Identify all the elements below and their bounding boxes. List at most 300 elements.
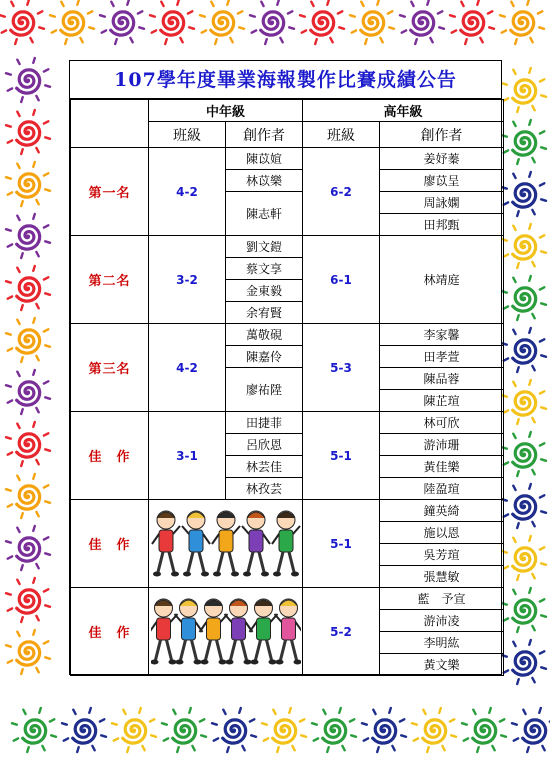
sun-ray-icon	[45, 657, 50, 659]
sun-ray-icon	[327, 0, 329, 5]
sun-ray-icon	[177, 0, 179, 5]
sun-ray-icon	[17, 60, 19, 64]
dancing-kids-illustration	[151, 502, 301, 586]
sun-ray-icon	[0, 15, 5, 17]
sun-ray-icon	[15, 39, 17, 44]
spiral-icon	[513, 132, 536, 155]
sun-ray-icon	[261, 2, 263, 6]
sun-ray-icon	[517, 627, 519, 632]
sun-ray-icon	[400, 15, 405, 17]
sun-ray-icon	[65, 39, 67, 44]
spiral-icon	[17, 642, 40, 665]
sun-ray-icon	[6, 73, 11, 75]
up-class-header: 班級	[303, 122, 380, 148]
sun-ray-icon	[100, 719, 104, 721]
sun-ray-icon	[44, 225, 48, 227]
sun-ray-icon	[150, 719, 154, 721]
spiral-icon	[273, 720, 296, 743]
sun-ray-icon	[492, 746, 494, 750]
mid-author-cell: 田捷菲	[226, 412, 303, 434]
sun-ray-icon	[8, 244, 12, 246]
sun-ray-icon	[33, 474, 35, 479]
sun-ray-icon	[21, 409, 23, 414]
sun-ray-icon	[36, 356, 38, 360]
mid-class-cell: 3-2	[149, 236, 226, 324]
sun-ray-icon	[514, 738, 518, 740]
sun-ray-icon	[230, 38, 232, 42]
sun-ray-icon	[540, 287, 544, 289]
sun-ray-icon	[517, 367, 519, 372]
sun-ray-icon	[465, 39, 467, 44]
sun-ray-icon	[89, 708, 91, 713]
sun-ray-icon	[33, 630, 35, 635]
kid-figure	[174, 599, 202, 665]
sun-ray-icon	[513, 486, 515, 490]
spiral-icon	[511, 12, 534, 35]
spiral-icon	[17, 330, 40, 353]
spiral-icon	[513, 548, 536, 571]
rank-cell: 第三名	[71, 324, 149, 412]
sun-ray-icon	[44, 641, 48, 643]
mid-author-cell: 呂欣恩	[226, 434, 303, 456]
sun-ray-icon	[192, 746, 194, 750]
sun-ray-icon	[529, 328, 531, 333]
mid-class-cell: 3-1	[149, 412, 226, 500]
sun-ray-icon	[504, 358, 508, 360]
sun-ray-icon	[36, 148, 38, 152]
sun-ray-icon	[215, 39, 217, 44]
sun-ray-icon	[529, 120, 531, 125]
up-author-cell: 施以恩	[380, 522, 504, 544]
sun-ray-icon	[127, 0, 129, 5]
sun-ray-icon	[541, 355, 546, 357]
sun-ray-icon	[44, 485, 48, 487]
sun-ray-icon	[529, 68, 531, 73]
sun-ray-icon	[45, 137, 50, 139]
sun-ray-icon	[364, 738, 368, 740]
spiral-icon	[23, 720, 46, 743]
sun-ray-icon	[36, 616, 38, 620]
sun-ray-icon	[36, 668, 38, 672]
sun-ray-icon	[202, 30, 206, 32]
middle-grade-header: 中年級	[149, 100, 303, 122]
sun-ray-icon	[477, 0, 479, 5]
sun-ray-icon	[38, 11, 42, 13]
sun-ray-icon	[36, 564, 38, 568]
mid-class-cell: 4-2	[149, 324, 226, 412]
sun-ray-icon	[513, 226, 515, 230]
sun-ray-icon	[300, 15, 305, 17]
sun-ray-icon	[39, 708, 41, 713]
sun-ray-icon	[530, 38, 532, 42]
sun-ray-icon	[541, 511, 546, 513]
sun-ray-icon	[414, 738, 418, 740]
sun-ray-icon	[44, 69, 48, 71]
up-class-cell: 6-1	[303, 236, 380, 324]
sun-ray-icon	[21, 617, 23, 622]
sun-ray-icon	[242, 746, 244, 750]
sun-ray-icon	[438, 11, 442, 13]
sun-ray-icon	[529, 640, 531, 645]
sun-ray-icon	[223, 710, 225, 714]
sun-ray-icon	[529, 432, 531, 437]
sun-ray-icon	[8, 452, 12, 454]
sun-ray-icon	[17, 320, 19, 324]
sun-ray-icon	[45, 241, 50, 243]
sun-ray-icon	[362, 723, 367, 725]
up-author-cell: 鐘英綺	[380, 500, 504, 522]
sun-ray-icon	[36, 460, 38, 464]
kid-figure	[182, 511, 210, 577]
sun-ray-icon	[504, 202, 508, 204]
sun-ray-icon	[540, 131, 544, 133]
mid-author-cell: 余宥賢	[226, 302, 303, 324]
sun-ray-icon	[540, 183, 544, 185]
spiral-icon	[411, 12, 434, 35]
sun-ray-icon	[289, 27, 294, 29]
kid-figure	[151, 599, 178, 665]
sun-ray-icon	[8, 296, 12, 298]
sun-ray-icon	[239, 708, 241, 713]
spiral-icon	[513, 184, 536, 207]
sun-ray-icon	[412, 723, 417, 725]
sun-ray-icon	[451, 735, 456, 737]
sun-ray-icon	[17, 372, 19, 376]
sun-ray-icon	[45, 449, 50, 451]
sun-ray-icon	[540, 651, 544, 653]
sun-ray-icon	[513, 642, 515, 646]
up-author-cell: 廖苡呈	[380, 170, 504, 192]
sun-ray-icon	[532, 470, 534, 474]
sun-ray-icon	[6, 645, 11, 647]
up-author-cell: 陸盈瑄	[380, 478, 504, 500]
sun-ray-icon	[252, 30, 256, 32]
sun-ray-icon	[462, 723, 467, 725]
sun-ray-icon	[211, 2, 213, 6]
sun-ray-icon	[517, 263, 519, 268]
sun-ray-icon	[504, 410, 508, 412]
sun-ray-icon	[400, 719, 404, 721]
spiral-icon	[17, 486, 40, 509]
sun-ray-icon	[511, 2, 513, 6]
sun-ray-icon	[277, 747, 279, 752]
sun-ray-icon	[513, 434, 515, 438]
mid-class-header: 班級	[149, 122, 226, 148]
sun-ray-icon	[540, 235, 544, 237]
sun-ray-icon	[315, 39, 317, 44]
sun-ray-icon	[539, 708, 541, 713]
sun-ray-icon	[17, 476, 19, 480]
mid-author-cell: 林芸佳	[226, 456, 303, 478]
sun-ray-icon	[92, 746, 94, 750]
sun-ray-icon	[489, 27, 494, 29]
sun-ray-icon	[541, 199, 546, 201]
spiral-icon	[523, 720, 546, 743]
spiral-icon	[223, 720, 246, 743]
sun-ray-icon	[139, 708, 141, 713]
sun-ray-icon	[238, 11, 242, 13]
spiral-icon	[513, 80, 536, 103]
sun-ray-icon	[44, 381, 48, 383]
sun-ray-icon	[180, 38, 182, 42]
sun-ray-icon	[36, 96, 38, 100]
sun-ray-icon	[21, 149, 23, 154]
sun-ray-icon	[301, 735, 306, 737]
sun-ray-icon	[517, 315, 519, 320]
sun-ray-icon	[17, 164, 19, 168]
sun-ray-icon	[330, 38, 332, 42]
sun-ray-icon	[430, 38, 432, 42]
sun-ray-icon	[388, 11, 392, 13]
spiral-icon	[17, 278, 40, 301]
sun-ray-icon	[45, 189, 50, 191]
sun-ray-icon	[529, 172, 531, 177]
sun-ray-icon	[300, 719, 304, 721]
sun-ray-icon	[44, 537, 48, 539]
sun-ray-icon	[373, 710, 375, 714]
sun-ray-icon	[17, 632, 19, 636]
sun-ray-icon	[350, 719, 354, 721]
sun-ray-icon	[504, 306, 508, 308]
sun-ray-icon	[361, 2, 363, 6]
rank-cell: 佳 作	[71, 500, 149, 588]
spiral-icon	[73, 720, 96, 743]
sun-ray-icon	[532, 626, 534, 630]
sun-ray-icon	[311, 2, 313, 6]
sun-ray-icon	[365, 39, 367, 44]
spiral-icon	[513, 392, 536, 415]
sun-ray-icon	[8, 192, 12, 194]
sun-ray-icon	[165, 39, 167, 44]
sun-ray-icon	[33, 578, 35, 583]
sun-ray-icon	[44, 277, 48, 279]
sun-ray-icon	[39, 27, 44, 29]
sun-ray-icon	[44, 433, 48, 435]
spiral-icon	[17, 70, 40, 93]
up-class-cell: 5-1	[303, 500, 380, 588]
sun-ray-icon	[27, 747, 29, 752]
sun-ray-icon	[527, 747, 529, 752]
sun-ray-icon	[33, 370, 35, 375]
sun-ray-icon	[461, 2, 463, 6]
sun-ray-icon	[23, 710, 25, 714]
sun-ray-icon	[517, 679, 519, 684]
results-card	[69, 60, 502, 675]
sun-ray-icon	[264, 738, 268, 740]
dancing-kids-illustration	[151, 590, 301, 674]
sun-ray-icon	[8, 608, 12, 610]
table-row	[71, 412, 504, 434]
sun-ray-icon	[33, 110, 35, 115]
sun-ray-icon	[250, 719, 254, 721]
spiral-icon	[361, 12, 384, 35]
sun-ray-icon	[427, 0, 429, 5]
sun-ray-icon	[477, 747, 479, 752]
mid-author-cell: 廖祐陞	[226, 368, 303, 412]
up-author-cell: 林可欣	[380, 412, 504, 434]
up-class-cell: 5-1	[303, 412, 380, 500]
sun-ray-icon	[6, 333, 11, 335]
mid-author-cell: 林孜芸	[226, 478, 303, 500]
sun-ray-icon	[527, 0, 529, 5]
spiral-icon	[17, 174, 40, 197]
sun-ray-icon	[188, 11, 192, 13]
sun-ray-icon	[115, 39, 117, 44]
sun-ray-icon	[200, 719, 204, 721]
sun-ray-icon	[488, 11, 492, 13]
sun-ray-icon	[327, 747, 329, 752]
sun-ray-icon	[21, 201, 23, 206]
sun-ray-icon	[541, 95, 546, 97]
spiral-icon	[513, 236, 536, 259]
table-row	[71, 148, 504, 170]
sun-ray-icon	[21, 253, 23, 258]
sun-ray-icon	[42, 746, 44, 750]
spiral-icon	[123, 720, 146, 743]
sun-ray-icon	[61, 2, 63, 6]
sun-ray-icon	[21, 461, 23, 466]
spiral-icon	[513, 600, 536, 623]
mid-class-cell: 4-2	[149, 148, 226, 236]
sun-ray-icon	[6, 541, 11, 543]
spiral-icon	[173, 720, 196, 743]
spiral-icon	[513, 496, 536, 519]
sun-ray-icon	[239, 27, 244, 29]
sun-ray-icon	[17, 216, 19, 220]
mid-author-cell: 蔡文享	[226, 258, 303, 280]
up-author-cell: 陳芷瑄	[380, 390, 504, 412]
table-row	[71, 236, 504, 258]
sun-ray-icon	[8, 140, 12, 142]
up-author-cell: 田孝萱	[380, 346, 504, 368]
sun-ray-icon	[504, 670, 508, 672]
sun-ray-icon	[44, 589, 48, 591]
table-row	[71, 500, 504, 522]
sun-ray-icon	[139, 27, 144, 29]
sun-ray-icon	[532, 366, 534, 370]
sun-ray-icon	[173, 710, 175, 714]
sun-ray-icon	[541, 147, 546, 149]
sun-ray-icon	[6, 437, 11, 439]
sun-ray-icon	[529, 484, 531, 489]
sun-ray-icon	[8, 504, 12, 506]
sun-ray-icon	[538, 11, 542, 13]
sun-ray-icon	[532, 210, 534, 214]
spiral-icon	[513, 340, 536, 363]
sun-ray-icon	[17, 112, 19, 116]
sun-ray-icon	[532, 574, 534, 578]
sun-ray-icon	[529, 380, 531, 385]
sun-ray-icon	[150, 15, 155, 17]
spiral-icon	[17, 382, 40, 405]
sun-ray-icon	[227, 0, 229, 5]
sun-ray-icon	[6, 281, 11, 283]
up-class-cell: 5-3	[303, 324, 380, 412]
sun-ray-icon	[439, 708, 441, 713]
sun-ray-icon	[151, 735, 156, 737]
sun-ray-icon	[513, 278, 515, 282]
sun-ray-icon	[517, 523, 519, 528]
sun-ray-icon	[201, 735, 206, 737]
sun-ray-icon	[352, 30, 356, 32]
corner-cell	[71, 100, 149, 148]
kids-illustration-cell	[149, 588, 303, 676]
spiral-icon	[17, 226, 40, 249]
sun-ray-icon	[33, 422, 35, 427]
spiral-icon	[373, 720, 396, 743]
sun-ray-icon	[51, 735, 56, 737]
sun-ray-icon	[89, 27, 94, 29]
up-author-cell: 游沛珊	[380, 434, 504, 456]
sun-ray-icon	[80, 38, 82, 42]
sun-ray-icon	[45, 397, 50, 399]
sun-ray-icon	[452, 30, 456, 32]
spiral-icon	[461, 12, 484, 35]
mid-author-cell: 萬敬硯	[226, 324, 303, 346]
sun-ray-icon	[504, 566, 508, 568]
mid-author-cell: 陳嘉伶	[226, 346, 303, 368]
sun-ray-icon	[350, 15, 355, 17]
up-class-cell: 5-2	[303, 588, 380, 676]
up-author-cell: 張慧敏	[380, 566, 504, 588]
mid-author-cell: 陳志軒	[226, 192, 303, 236]
sun-ray-icon	[439, 27, 444, 29]
sun-ray-icon	[164, 738, 168, 740]
sun-ray-icon	[532, 314, 534, 318]
sun-ray-icon	[473, 710, 475, 714]
sun-ray-icon	[513, 122, 515, 126]
sun-ray-icon	[114, 738, 118, 740]
kids-illustration-cell	[149, 500, 303, 588]
spiral-icon	[513, 288, 536, 311]
sun-ray-icon	[6, 177, 11, 179]
sun-ray-icon	[500, 15, 505, 17]
sun-ray-icon	[262, 723, 267, 725]
up-author-cell: 吳芳瑄	[380, 544, 504, 566]
sun-ray-icon	[489, 708, 491, 713]
sun-ray-icon	[36, 200, 38, 204]
sun-ray-icon	[14, 738, 18, 740]
sun-ray-icon	[101, 735, 106, 737]
sun-ray-icon	[312, 723, 317, 725]
sun-ray-icon	[17, 424, 19, 428]
upper-grade-header: 高年級	[303, 100, 504, 122]
sun-ray-icon	[11, 2, 13, 6]
kid-figure	[224, 599, 252, 665]
sun-ray-icon	[12, 723, 17, 725]
sun-ray-icon	[2, 30, 6, 32]
sun-ray-icon	[44, 173, 48, 175]
sun-ray-icon	[512, 723, 517, 725]
sun-ray-icon	[8, 660, 12, 662]
sun-ray-icon	[380, 38, 382, 42]
page-title: 107學年度畢業海報製作比賽成績公告	[70, 61, 501, 99]
sun-ray-icon	[21, 669, 23, 674]
sun-ray-icon	[6, 385, 11, 387]
sun-ray-icon	[177, 747, 179, 752]
sun-ray-icon	[515, 39, 517, 44]
sun-ray-icon	[77, 747, 79, 752]
sun-ray-icon	[542, 746, 544, 750]
sun-ray-icon	[30, 38, 32, 42]
sun-ray-icon	[251, 735, 256, 737]
sun-ray-icon	[17, 580, 19, 584]
sun-ray-icon	[45, 293, 50, 295]
rank-cell: 第一名	[71, 148, 149, 236]
up-author-cell: 游沛凌	[380, 610, 504, 632]
sun-ray-icon	[513, 382, 515, 386]
up-author-header: 創作者	[380, 122, 504, 148]
